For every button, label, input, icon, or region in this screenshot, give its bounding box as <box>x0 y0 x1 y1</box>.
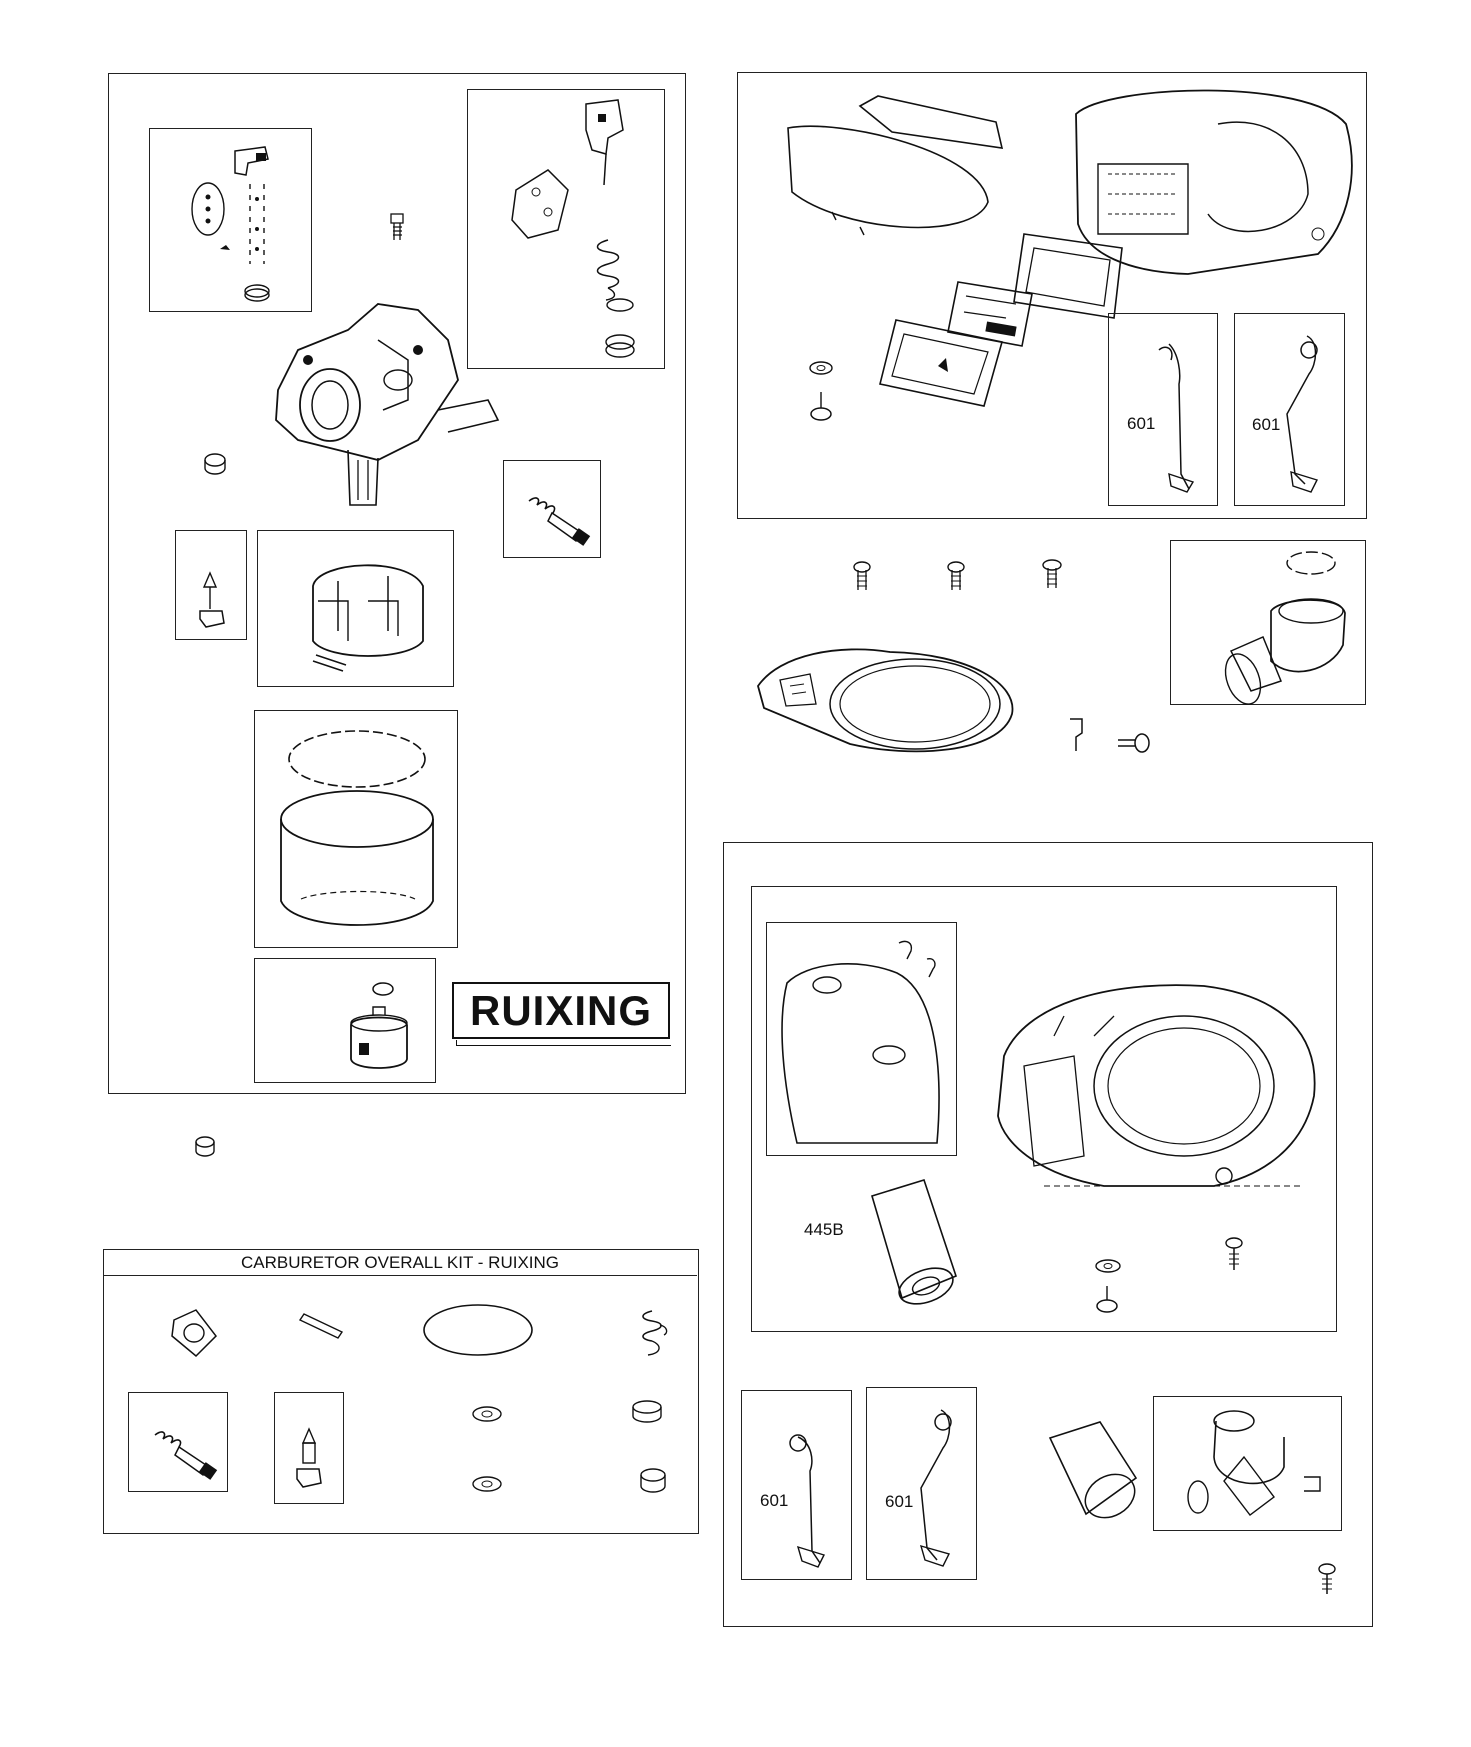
callout-601-c: 601 <box>760 1491 789 1510</box>
blower-hose-box-a <box>1108 313 1218 506</box>
idle-screw-box <box>503 460 601 558</box>
filter-element <box>862 1176 962 1306</box>
float-bowl-box <box>254 710 458 948</box>
lower-screw <box>1316 1562 1338 1598</box>
air-filter-cover <box>767 923 958 1157</box>
kit-washer-b <box>470 1475 504 1497</box>
filter-nut <box>1092 1284 1122 1316</box>
carb-plug <box>200 450 230 478</box>
kit-washer-a <box>470 1405 504 1427</box>
engine-shroud <box>984 976 1324 1216</box>
screw-3 <box>1040 558 1064 594</box>
elbow-box-top <box>1170 540 1366 705</box>
air-cleaner-cover <box>782 92 1022 254</box>
breather-hose-a <box>1109 314 1219 507</box>
control-cover <box>876 316 1006 410</box>
kit-gasket <box>166 1306 222 1360</box>
filter-washer <box>1094 1258 1122 1276</box>
needle-kit-box <box>149 128 312 312</box>
inlet-needle-box <box>175 530 247 640</box>
kit-idle-screw-box <box>128 1392 228 1492</box>
screw-1 <box>850 560 874 596</box>
fuel-solenoid <box>255 959 437 1084</box>
idle-screw <box>504 461 602 559</box>
blower-rivet <box>806 390 836 424</box>
kit-inlet-needle <box>275 1393 345 1505</box>
pre-filter <box>1040 1418 1140 1528</box>
kit-seal-b <box>638 1466 668 1496</box>
bowl-plug <box>192 1134 218 1160</box>
blower-hose-box-b <box>1234 313 1345 506</box>
elbow-box-bottom <box>1153 1396 1342 1531</box>
screw-2 <box>944 560 968 596</box>
lower-hose-box-a <box>741 1390 852 1580</box>
blower-washer <box>808 360 834 378</box>
kit-idle-screw <box>129 1393 229 1493</box>
float-bowl <box>255 711 459 949</box>
callout-445b: 445B <box>804 1220 844 1239</box>
callout-601-b: 601 <box>1252 415 1281 434</box>
inlet-needle <box>176 531 248 641</box>
blower-shroud <box>750 634 1020 764</box>
lower-breather-hose-b <box>867 1388 978 1581</box>
kit-o-ring <box>420 1300 538 1360</box>
callout-601-d: 601 <box>885 1492 914 1511</box>
shroud-screw <box>1222 1236 1246 1276</box>
carb-float <box>258 531 455 688</box>
kit-inlet-needle-box <box>274 1392 344 1504</box>
ground-clip <box>1064 715 1088 755</box>
intake-elbow-bottom <box>1154 1397 1343 1532</box>
brand-plate: RUIXING <box>452 982 670 1039</box>
lower-breather-hose-a <box>742 1391 853 1581</box>
callout-601-a: 601 <box>1127 414 1156 433</box>
carburetor-body <box>258 300 508 520</box>
carb-screw <box>388 212 408 246</box>
kit-pin <box>298 1306 350 1342</box>
brand-plate-shadow <box>456 1040 671 1046</box>
kit-seal-a <box>630 1398 664 1426</box>
breather-hose-b <box>1235 314 1346 507</box>
kit-spring <box>630 1305 674 1365</box>
intake-elbow-top <box>1171 541 1367 706</box>
needle-kit-parts <box>150 129 313 313</box>
ground-screw <box>1114 730 1152 754</box>
cover-detail-box <box>766 922 957 1156</box>
float-box <box>257 530 454 687</box>
solenoid-box <box>254 958 436 1083</box>
kit-panel-title: CARBURETOR OVERALL KIT - RUIXING <box>103 1249 697 1276</box>
lower-hose-box-b <box>866 1387 977 1580</box>
